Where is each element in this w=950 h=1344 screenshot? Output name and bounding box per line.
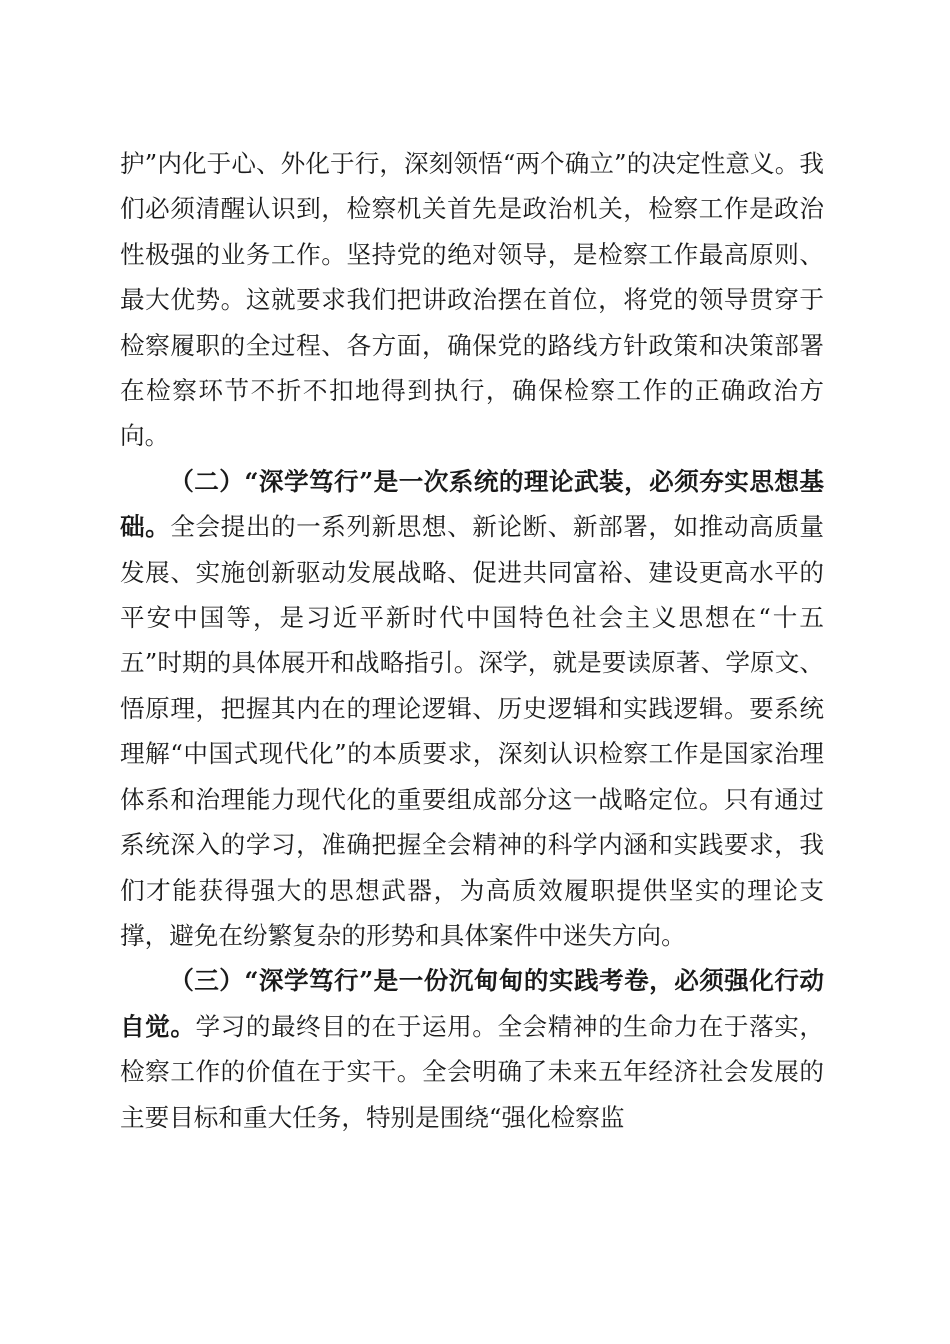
paragraph-body: 学习的最终目的在于运用。全会精神的生命力在于落实，检察工作的价值在于实干。全会明确了未来五年经济社会发展的主要目标和重大任务，特别是围绕“强化检察监 [120, 1011, 824, 1132]
paragraph-section-three [120, 958, 824, 1140]
paragraph-section-two [120, 459, 824, 958]
document-page [120, 141, 824, 1140]
section-three-heading: （三）“深学笃行”是一份沉甸甸的实践考卷，必须强化行动自觉。 [120, 966, 824, 1041]
paragraph-body: 全会提出的一系列新思想、新论断、新部署，如推动高质量发展、实施创新驱动发展战略、促进共同富裕、建设更高水平的平安中国等，是习近平新时代中国特色社会主义思想在“十五五”时期的具体展开和战略指引。深学，就是要读原著、学原文、悟原理，把握其内在的理论逻辑、历史逻辑和实践逻辑。要系统理解“中国式现代化”的本质要求，深刻认识检察工作是国家治理体系和治理能力现代化的重要组成部分这一战略定位。只有通过系统深入的学习，准确把握全会精神的科学内涵和实践要求，我们才能获得强大的思想武器，为高质效履职提供坚实的理论支撑，避免在纷繁复杂的形势和具体案件中迷失方向。 [120, 512, 824, 950]
paragraph-continued [120, 141, 824, 459]
section-two-heading: （二）“深学笃行”是一次系统的理论武装，必须夯实思想基础。 [120, 466, 824, 542]
paragraph-body: 护”内化于心、外化于行，深刻领悟“两个确立”的决定性意义。我们必须清醒认识到，检察机关首先是政治机关，检察工作是政治性极强的业务工作。坚持党的绝对领导，是检察工作最高原则、最大优势。这就要求我们把讲政治摆在首位，将党的领导贯穿于检察履职的全过程、各方面，确保党的路线方针政策和决策部署在检察环节不折不扣地得到执行，确保检察工作的正确政治方向。 [120, 149, 824, 451]
